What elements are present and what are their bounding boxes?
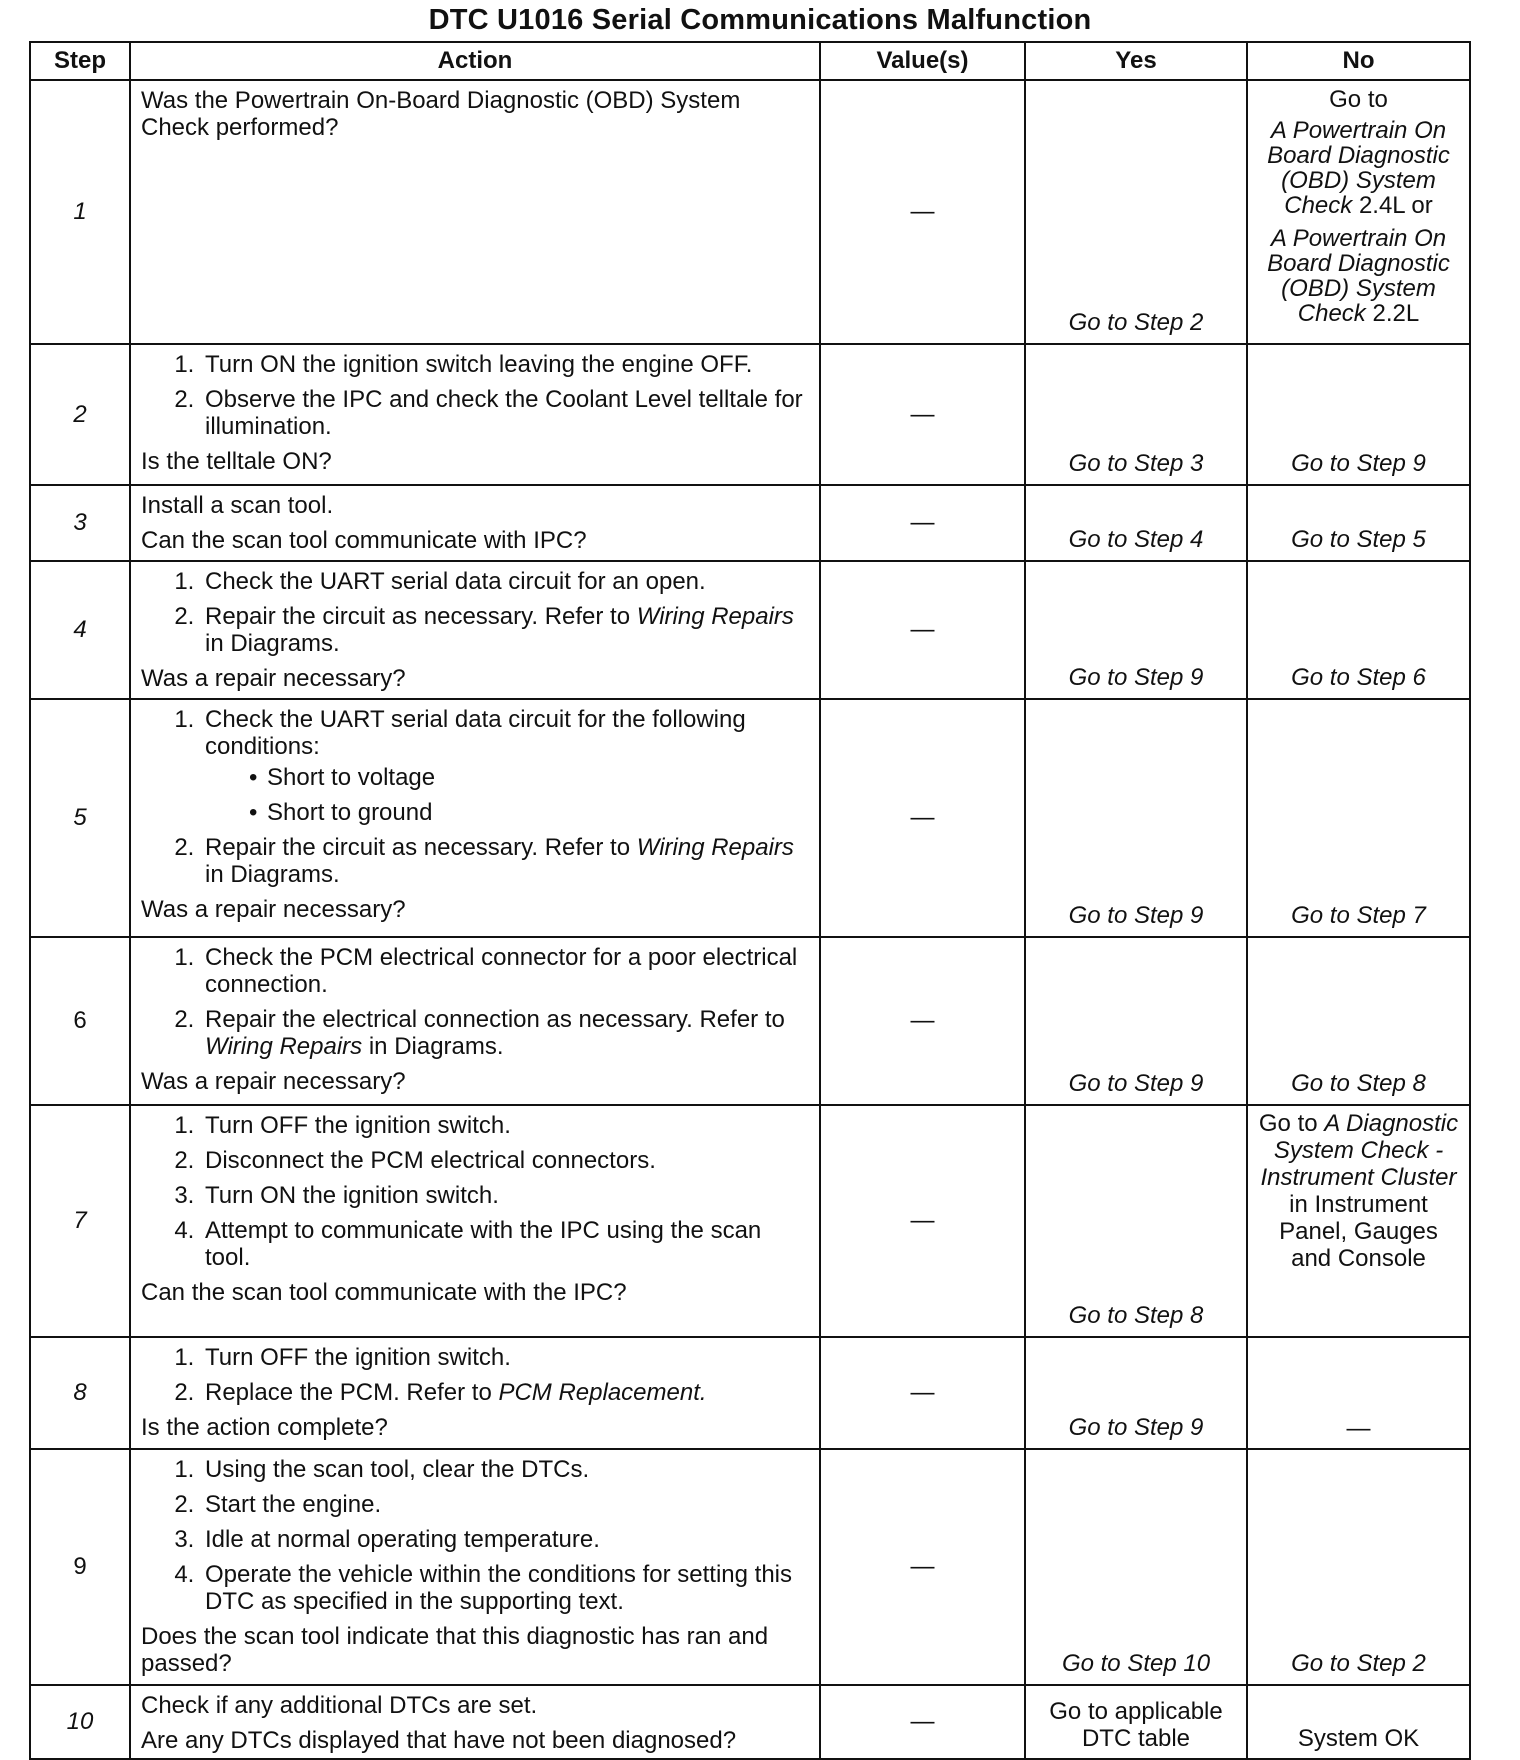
no-goto-link[interactable] xyxy=(1248,1106,1469,1276)
no-cell xyxy=(1247,1105,1470,1337)
action-step: 2. Repair the circuit as necessary. Refer to Wiring Repairs in Diagrams. xyxy=(201,834,809,888)
table-row xyxy=(30,699,1470,937)
header-no: No xyxy=(1247,42,1470,80)
no-goto-link[interactable]: Go to Step 7 xyxy=(1291,902,1426,929)
action-steps xyxy=(141,351,809,440)
no-ref-tail: 2.2L xyxy=(1372,300,1420,327)
no-cell xyxy=(1247,344,1470,485)
value-cell: — xyxy=(820,80,1025,344)
yes-goto-link[interactable]: Go to Step 3 xyxy=(1068,450,1204,477)
no-goto-link[interactable]: Go to Step 5 xyxy=(1291,526,1426,553)
yes-cell xyxy=(1025,1449,1247,1685)
action-steps xyxy=(141,1112,809,1271)
no-goto-link[interactable]: Go to Step 8 xyxy=(1291,1070,1426,1097)
table-row xyxy=(30,1105,1470,1337)
no-ref-text: A Powertrain On Board Diagnostic (OBD) System Check xyxy=(1267,117,1450,219)
action-step: 1. Check the PCM electrical connector for a poor electrical connection. xyxy=(201,944,809,998)
wiring-repairs-link[interactable]: Wiring Repairs xyxy=(205,1033,363,1060)
action-question: Is the action complete? xyxy=(141,1414,388,1441)
yes-goto-link[interactable]: Go to Step 9 xyxy=(1068,902,1204,929)
action-step: 2. Repair the circuit as necessary. Refer to Wiring Repairs in Diagrams. xyxy=(201,603,809,657)
yes-cell xyxy=(1025,561,1247,699)
no-cell xyxy=(1247,1337,1470,1449)
no-ref-tail: in Instrument Panel, Gauges and Console xyxy=(1279,1191,1438,1272)
action-line: Check if any additional DTCs are set. xyxy=(141,1692,538,1719)
yes-goto-link[interactable]: Go to Step 10 xyxy=(1061,1650,1211,1677)
action-question: Does the scan tool indicate that this diagnostic has ran and passed? xyxy=(141,1623,769,1677)
action-cell xyxy=(130,1449,820,1685)
action-steps xyxy=(141,1344,809,1406)
no-goto-lead: Go to xyxy=(1329,86,1388,113)
action-step: 1. Check the UART serial data circuit for an open. xyxy=(201,568,809,595)
no-cell xyxy=(1247,1685,1470,1759)
action-cell xyxy=(130,1685,820,1759)
table-row xyxy=(30,561,1470,699)
step-number: 10 xyxy=(30,1685,130,1759)
step-number: 6 xyxy=(30,937,130,1105)
action-steps xyxy=(141,944,809,1060)
yes-goto-link[interactable]: Go to Step 9 xyxy=(1068,1070,1204,1097)
action-steps xyxy=(141,1456,809,1615)
condition-list xyxy=(205,764,809,826)
action-steps xyxy=(141,568,809,657)
action-steps xyxy=(141,706,809,888)
value-cell: — xyxy=(820,1337,1025,1449)
value-cell: — xyxy=(820,937,1025,1105)
step-number: 7 xyxy=(30,1105,130,1337)
step-number: 3 xyxy=(30,485,130,561)
page-title: DTC U1016 Serial Communications Malfunction xyxy=(428,4,1092,36)
yes-cell xyxy=(1025,1337,1247,1449)
action-step: 1. Turn OFF the ignition switch. xyxy=(201,1344,809,1371)
action-cell xyxy=(130,1105,820,1337)
action-cell xyxy=(130,561,820,699)
action-question: Is the telltale ON? xyxy=(141,448,332,475)
no-cell xyxy=(1247,937,1470,1105)
no-goto-link[interactable]: Go to Step 9 xyxy=(1291,450,1426,477)
no-goto-link[interactable]: Go to Step 2 xyxy=(1291,1650,1426,1677)
no-cell xyxy=(1247,80,1470,344)
no-result: System OK xyxy=(1297,1725,1420,1752)
yes-cell xyxy=(1025,937,1247,1105)
header-step: Step xyxy=(30,42,130,80)
action-step: 2. Replace the PCM. Refer to PCM Replacement. xyxy=(201,1379,809,1406)
action-question: Was a repair necessary? xyxy=(141,896,406,923)
header-values: Value(s) xyxy=(820,42,1025,80)
wiring-repairs-link[interactable]: Wiring Repairs xyxy=(636,834,794,861)
step-number: 8 xyxy=(30,1337,130,1449)
action-step: 1. Check the UART serial data circuit for the following conditions: • Short to voltage • Short to ground xyxy=(201,706,809,826)
action-step: 3. Turn ON the ignition switch. xyxy=(201,1182,809,1209)
value-cell: — xyxy=(820,485,1025,561)
action-step: 4. Operate the vehicle within the conditions for setting this DTC as specified in the supporting text. xyxy=(201,1561,809,1615)
no-goto-link-2-4l[interactable] xyxy=(1256,118,1461,218)
action-cell xyxy=(130,344,820,485)
table-row xyxy=(30,1685,1470,1759)
table-row xyxy=(30,80,1470,344)
action-step: 1. Turn ON the ignition switch leaving the engine OFF. xyxy=(201,351,809,378)
header-yes: Yes xyxy=(1025,42,1247,80)
action-cell xyxy=(130,80,820,344)
action-cell xyxy=(130,1337,820,1449)
table-row xyxy=(30,1449,1470,1685)
yes-goto-link[interactable]: Go to Step 9 xyxy=(1068,1414,1204,1441)
action-question: Was the Powertrain On-Board Diagnostic (OBD) System Check performed? xyxy=(141,87,741,141)
yes-goto-link[interactable]: Go to Step 4 xyxy=(1068,526,1204,553)
value-cell: — xyxy=(820,1685,1025,1759)
no-ref-text: A Diagnostic System Check - Instrument Cluster xyxy=(1260,1110,1459,1191)
action-step: 1. Using the scan tool, clear the DTCs. xyxy=(201,1456,809,1483)
table-row xyxy=(30,937,1470,1105)
wiring-repairs-link[interactable]: Wiring Repairs xyxy=(636,603,794,630)
action-step: 4. Attempt to communicate with the IPC using the scan tool. xyxy=(201,1217,809,1271)
step-number: 2 xyxy=(30,344,130,485)
no-cell xyxy=(1247,485,1470,561)
no-ref-tail: 2.4L or xyxy=(1358,192,1433,219)
yes-cell xyxy=(1025,699,1247,937)
step-number: 9 xyxy=(30,1449,130,1685)
no-goto-link-2-2l[interactable] xyxy=(1256,226,1461,326)
yes-cell xyxy=(1025,485,1247,561)
value-cell: — xyxy=(820,344,1025,485)
no-cell xyxy=(1247,1449,1470,1685)
value-cell: — xyxy=(820,1449,1025,1685)
yes-cell xyxy=(1025,344,1247,485)
diagnostic-table xyxy=(29,41,1471,1760)
action-step: 2. Repair the electrical connection as necessary. Refer to Wiring Repairs in Diagrams. xyxy=(201,1006,809,1060)
action-question: Are any DTCs displayed that have not been diagnosed? xyxy=(141,1727,737,1754)
condition-item: • Short to voltage xyxy=(249,764,436,791)
value-cell: — xyxy=(820,561,1025,699)
yes-cell xyxy=(1025,1105,1247,1337)
action-step: 1. Turn OFF the ignition switch. xyxy=(201,1112,809,1139)
action-step: 2. Observe the IPC and check the Coolant Level telltale for illumination. xyxy=(201,386,809,440)
no-goto-block xyxy=(1248,81,1469,330)
action-question: Can the scan tool communicate with IPC? xyxy=(141,527,587,554)
action-step: 2. Disconnect the PCM electrical connectors. xyxy=(201,1147,809,1174)
yes-goto-link[interactable]: Go to Step 2 xyxy=(1068,309,1204,336)
yes-cell xyxy=(1025,1685,1247,1759)
step-number: 1 xyxy=(30,80,130,344)
no-dash: — xyxy=(1346,1415,1371,1442)
no-ref-text: A Powertrain On Board Diagnostic (OBD) System Check xyxy=(1267,225,1450,327)
value-cell: — xyxy=(820,1105,1025,1337)
condition-item: • Short to ground xyxy=(249,799,433,826)
header-row xyxy=(30,42,1470,80)
action-cell xyxy=(130,937,820,1105)
no-cell xyxy=(1247,561,1470,699)
action-line: Install a scan tool. xyxy=(141,492,334,519)
yes-goto-link[interactable]: Go to Step 8 xyxy=(1068,1302,1204,1329)
header-action: Action xyxy=(130,42,820,80)
action-question: Was a repair necessary? xyxy=(141,1068,406,1095)
value-cell: — xyxy=(820,699,1025,937)
action-step: 2. Start the engine. xyxy=(201,1491,809,1518)
table-row xyxy=(30,1337,1470,1449)
step-number: 5 xyxy=(30,699,130,937)
action-cell xyxy=(130,485,820,561)
table-row xyxy=(30,485,1470,561)
pcm-replacement-link[interactable]: PCM Replacement. xyxy=(498,1379,707,1406)
action-question: Was a repair necessary? xyxy=(141,665,406,692)
action-step: 3. Idle at normal operating temperature. xyxy=(201,1526,809,1553)
no-goto-lead: Go to xyxy=(1258,1110,1318,1137)
action-question: Can the scan tool communicate with the IPC? xyxy=(141,1279,627,1306)
yes-goto-link[interactable]: Go to Step 9 xyxy=(1068,664,1204,691)
yes-cell xyxy=(1025,80,1247,344)
step-number: 4 xyxy=(30,561,130,699)
no-cell xyxy=(1247,699,1470,937)
yes-goto-link[interactable]: Go to applicable DTC table xyxy=(1049,1698,1223,1752)
no-goto-link[interactable]: Go to Step 6 xyxy=(1291,664,1426,691)
table-row xyxy=(30,344,1470,485)
action-cell xyxy=(130,699,820,937)
